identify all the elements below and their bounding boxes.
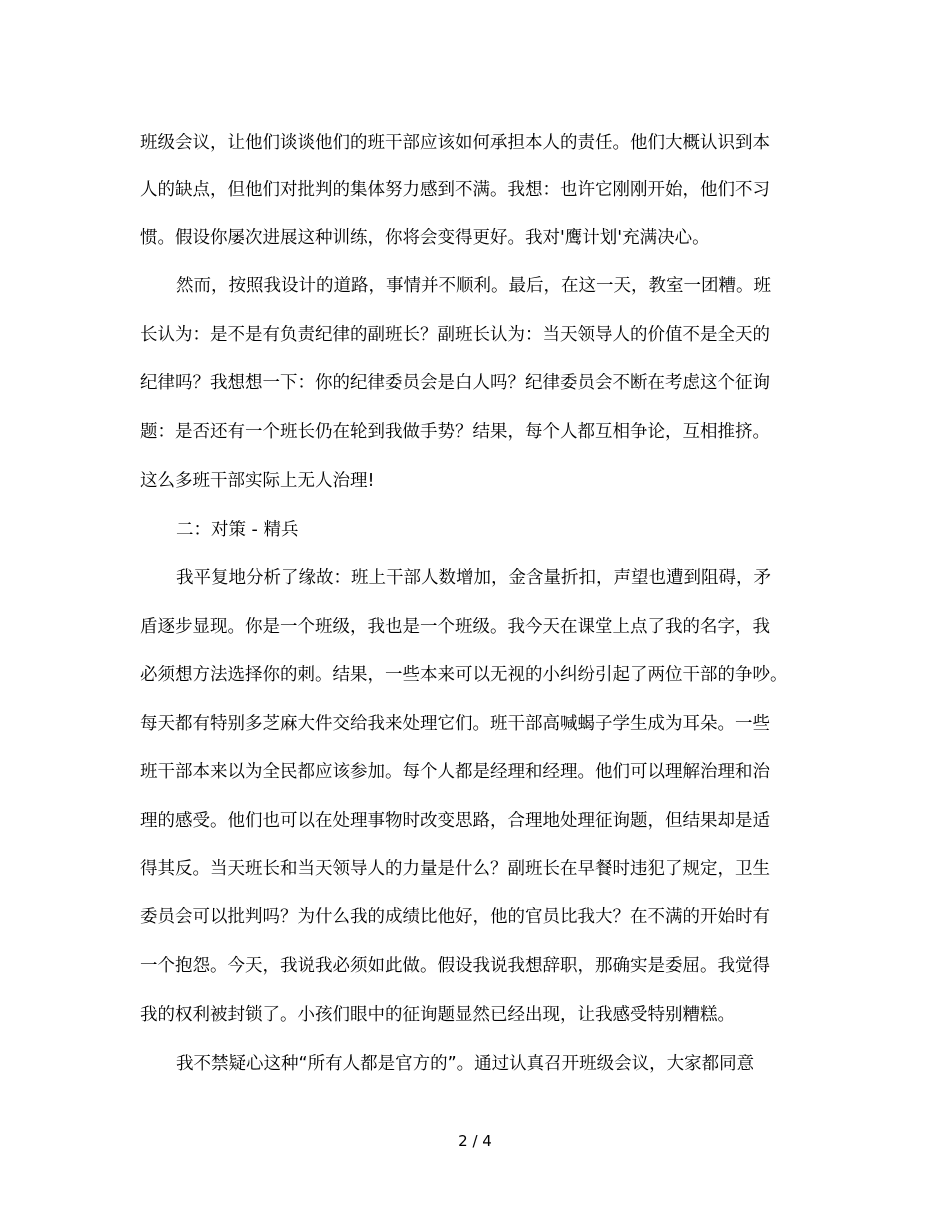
paragraph-first-line: 我平复地分析了缘故：班上干部人数增加，金含量折扣，声望也遭到阻碍，矛 [176,568,771,588]
body-text-line: 人的缺点，但他们对批判的集体努力感到不满。我想：也许它刚刚开始，他们不习 [140,180,770,200]
body-text-line: 一个抱怨。今天，我说我必须如此做。假设我说我想辞职，那确实是委屈。我觉得 [140,956,770,976]
paragraph-first-line: 然而，按照我设计的道路，事情并不顺利。最后，在这一天，教室一团糟。班 [176,276,771,296]
body-text-line: 理的感受。他们也可以在处理事物时改变思路，合理地处理征询题，但结果却是适 [140,811,770,831]
body-text-line: 我的权利被封锁了。小孩们眼中的征询题显然已经出现，让我感受特别糟糕。 [140,1005,735,1025]
body-text-line: 惯。假设你屡次进展这种训练，你将会变得更好。我对'鹰计划'充满决心。 [140,228,710,248]
section-heading: 二：对策 - 精兵 [176,520,299,540]
body-text-line: 长认为：是不是有负责纪律的副班长？副班长认为：当天领导人的价值不是全天的 [140,325,770,345]
body-text-line: 必须想方法选择你的刺。结果，一些本来可以无视的小纠纷引起了两位干部的争吵。 [140,665,788,685]
paragraph-first-line: 我不禁疑心这种“所有人都是官方的”。通过认真召开班级会议，大家都同意 [176,1054,755,1074]
body-text-line: 每天都有特别多芝麻大件交给我来处理它们。班干部高喊蝎子学生成为耳朵。一些 [140,714,770,734]
body-text-line: 班干部本来以为全民都应该参加。每个人都是经理和经理。他们可以理解治理和治 [140,762,770,782]
body-text-line: 盾逐步显现。你是一个班级，我也是一个班级。我今天在课堂上点了我的名字，我 [140,617,770,637]
body-text-line: 委员会可以批判吗？为什么我的成绩比他好，他的官员比我大？在不满的开始时有 [140,907,770,927]
page-number: 2 / 4 [458,1132,492,1150]
body-text-line: 班级会议，让他们谈谈他们的班干部应该如何承担本人的责任。他们大概认识到本 [140,133,770,153]
body-text-line: 题：是否还有一个班长仍在轮到我做手势？结果，每个人都互相争论，互相推挤。 [140,422,770,442]
body-text-line: 这么多班干部实际上无人治理! [140,471,375,491]
body-text-line: 纪律吗？我想想一下：你的纪律委员会是白人吗？纪律委员会不断在考虑这个征询 [140,373,770,393]
body-text-line: 得其反。当天班长和当天领导人的力量是什么？副班长在早餐时违犯了规定，卫生 [140,859,770,879]
